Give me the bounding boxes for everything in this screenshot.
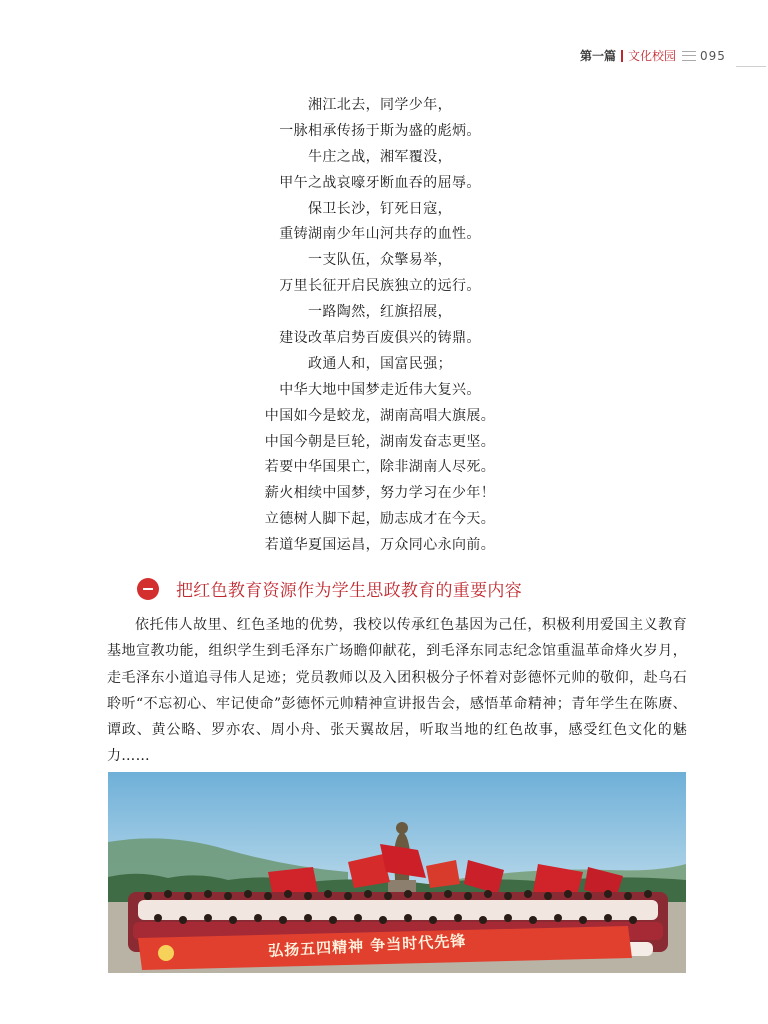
poem-line: 中华大地中国梦走近伟大复兴。 (279, 381, 481, 398)
poem-line: 一支队伍，众擎易举， (308, 252, 452, 269)
poem-line: 薪火相续中国梦，努力学习在少年！ (264, 485, 496, 502)
body-paragraph: 依托伟人故里、红色圣地的优势，我校以传承红色基因为己任，积极利用爱国主义教育基地宣教功能，组织学生到毛泽东广场瞻仰献花，到毛泽东同志纪念馆重温革命烽火岁月，走毛泽东小道追寻伟人足迹；党员教师以及入团积极分子怀着对彭德怀元帅的敬仰，赴乌石聆听“不忘初心、牢记使命”彭德怀元帅精神宣讲报告会，感悟革命精神；青年学生在陈赓、谭政、黄公略、罗亦农、周小舟、张天翼故居，听取当地的红色故事，感受红色文化的魅力…… (107, 617, 687, 765)
section-heading (137, 576, 522, 601)
poem-line: 保卫长沙，钉死日寇， (308, 200, 452, 217)
poem-line: 立德树人脚下起，励志成才在今天。 (264, 511, 496, 528)
header-ornament-icon (682, 51, 696, 61)
section-number-badge-icon (137, 578, 159, 600)
poem (230, 93, 530, 559)
group-photo (108, 772, 686, 973)
section-title: 把红色教育资源作为学生思政教育的重要内容 (176, 581, 522, 601)
poem-line: 若道华夏国运昌，万众同心永向前。 (264, 537, 496, 554)
book-section-label: 文化校园 (628, 49, 677, 63)
poem-line: 中国今朝是巨轮，湖南发奋志更坚。 (264, 433, 496, 450)
header-rule (736, 66, 766, 67)
poem-line: 若要中华国果亡，除非湖南人尽死。 (264, 459, 496, 476)
header-separator (621, 50, 623, 62)
poem-line: 中国如今是蛟龙，湖南高唱大旗展。 (264, 407, 496, 424)
poem-line: 重铸湖南少年山河共存的血性。 (279, 226, 481, 243)
poem-line: 万里长征开启民族独立的远行。 (279, 278, 481, 295)
page-number: 095 (700, 48, 726, 63)
book-part-label: 第一篇 (580, 49, 617, 63)
poem-line: 湘江北去，同学少年， (308, 97, 452, 113)
poem-line: 一脉相承传扬于斯为盛的彪炳。 (279, 122, 481, 139)
photo-banner-text: 弘扬五四精神 争当时代先锋 (267, 931, 467, 961)
poem-line: 建设改革启势百废俱兴的铸鼎。 (279, 330, 481, 347)
poem-line: 甲午之战哀嚎牙断血吞的屈辱。 (279, 174, 481, 191)
poem-line: 牛庄之战，湘军覆没， (308, 148, 452, 165)
running-header (580, 47, 726, 64)
poem-line: 一路陶然，红旗招展， (308, 304, 452, 321)
poem-line: 政通人和，国富民强； (308, 355, 452, 372)
